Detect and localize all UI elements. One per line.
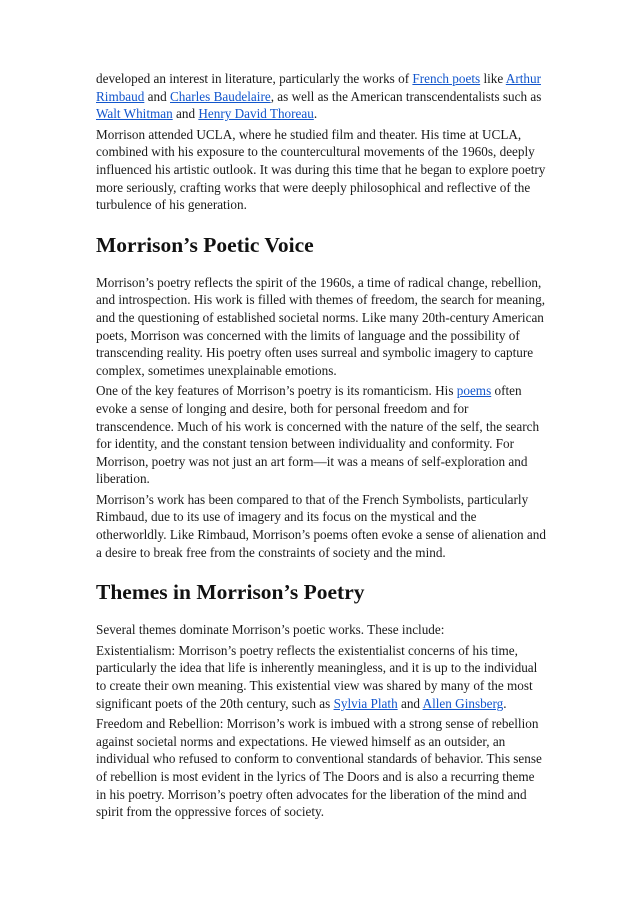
link-charles-baudelaire[interactable]: Charles Baudelaire	[170, 88, 271, 104]
heading-poetic-voice: Morrison’s Poetic Voice	[96, 232, 314, 257]
text: often evoke a sense of longing and desire, both for personal freedom and for transcendence. Much of his work is concerned with the nature of the self, the search for identity, and the constant tension between individuality and conformity. For Morrison, poetry was not just an art form—it was a means of self-exploration and liberation.	[96, 383, 540, 487]
link-henry-david-thoreau[interactable]: Henry David Thoreau	[198, 106, 314, 122]
text: Existentialism: Morrison’s poetry reflects the existentialist concerns of his time, particularly the idea that life is inherently meaningless, and it is up to the individual to create their own meaning. This existential view was shared by many of the most significant poets of the 20th century, such as	[96, 642, 538, 711]
voice-paragraph-1: Morrison’s poetry reflects the spirit of the 1960s, a time of radical change, rebellion, and introspection. His work is filled with themes of freedom, the search for meaning, and the questioning of established societal norms. Like many 20th-century American poets, Morrison was concerned with the limits of language and the possibility of transcending reality. His poetry often uses surreal and symbolic imagery to capture complex, sometimes unexplainable emotions.	[96, 274, 545, 378]
link-allen-ginsberg[interactable]: Allen Ginsberg	[422, 695, 504, 711]
themes-paragraph-1: Several themes dominate Morrison’s poetic works. These include:	[96, 622, 445, 638]
intro-paragraph-1	[96, 70, 546, 123]
text: .	[313, 106, 318, 122]
link-walt-whitman[interactable]: Walt Whitman	[96, 106, 173, 122]
text: One of the key features of Morrison’s poetry is its romanticism. His	[96, 383, 457, 399]
themes-paragraph-2	[96, 642, 546, 712]
text: like	[480, 71, 506, 86]
link-poems[interactable]: poems	[456, 383, 492, 399]
text: and	[397, 695, 423, 711]
heading-themes: Themes in Morrison’s Poetry	[96, 580, 365, 605]
themes-paragraph-3: Freedom and Rebellion: Morrison’s work is imbued with a strong sense of rebellion against societal norms and expectations. He viewed himself as an outsider, an individual who refused to conform to conventional standards of behavior. This sense of rebellion is most evident in the lyrics of The Doors and is also a recurring theme in his poetry. Morrison’s poetry often advocates for the liberation of the mind and spirit from the oppressive forces of society.	[96, 716, 542, 820]
text: developed an interest in literature, particularly the works of	[96, 71, 413, 86]
text: , as well as the American transcendentalists such as	[270, 88, 542, 104]
intro-paragraph-2: Morrison attended UCLA, where he studied film and theater. His time at UCLA, combined with his exposure to the countercultural movements of the 1960s, deeply influenced his artistic outlook. It was during this time that he began to explore poetry more seriously, crafting works that were deeply philosophical and reflective of the turbulence of his generation.	[96, 126, 546, 213]
link-french-poets[interactable]: French poets	[412, 71, 481, 86]
voice-paragraph-2	[96, 382, 546, 488]
link-sylvia-plath[interactable]: Sylvia Plath	[333, 695, 398, 711]
voice-paragraph-3: Morrison’s work has been compared to that of the French Symbolists, particularly Rimbaud, due to its use of imagery and its focus on the mystical and the otherworldly. Like Rimbaud, Morrison’s poems often evoke a sense of alienation and a desire to break free from the constraints of society and the mind.	[96, 491, 546, 560]
text: and	[144, 88, 170, 104]
document-page	[96, 70, 546, 824]
text: .	[503, 695, 507, 711]
text: and	[172, 106, 199, 122]
link-arthur-rimbaud[interactable]: Arthur Rimbaud	[96, 71, 541, 104]
